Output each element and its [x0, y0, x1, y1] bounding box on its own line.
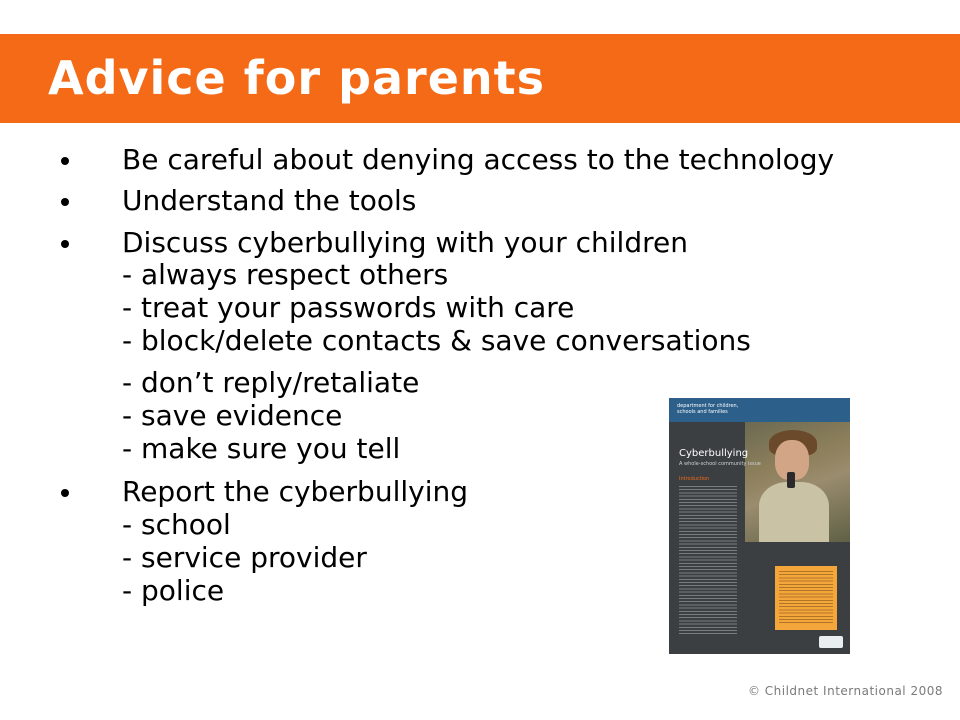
sub-item: - don’t reply/retaliate — [122, 366, 420, 399]
bullet-item: Discuss cyberbullying with your children — [122, 226, 688, 259]
slide-title: Advice for parents — [48, 51, 546, 105]
cyberbullying-brochure-image — [669, 398, 850, 654]
sub-item: - save evidence — [122, 399, 343, 432]
brochure-body-text — [679, 486, 737, 636]
brochure-callout-text — [779, 571, 833, 625]
bullet-item: Understand the tools — [122, 184, 417, 217]
bullet-dot — [61, 240, 69, 248]
brochure-section: Introduction — [679, 476, 710, 482]
brochure-logo — [819, 636, 843, 648]
sub-item: - school — [122, 508, 231, 541]
sub-item: - treat your passwords with care — [122, 291, 575, 324]
sub-item: - always respect others — [122, 258, 449, 291]
brochure-photo — [745, 422, 850, 542]
bullet-item: Be careful about denying access to the technology — [122, 143, 835, 176]
sub-item: - make sure you tell — [122, 432, 401, 465]
sub-item: - block/delete contacts & save conversations — [122, 324, 751, 357]
brochure-subtitle: A whole-school community issue — [679, 461, 761, 467]
phone-icon — [787, 472, 795, 488]
sub-item: - police — [122, 574, 225, 607]
brochure-callout — [775, 566, 837, 630]
bullet-dot — [61, 198, 69, 206]
person-body — [759, 482, 829, 542]
bullet-dot — [61, 157, 69, 165]
brochure-header — [669, 398, 850, 422]
bullet-item: Report the cyberbullying — [122, 475, 468, 508]
brochure-header-text: department for children, schools and families — [677, 403, 739, 415]
bullet-dot — [61, 489, 69, 497]
brochure-title: Cyberbullying — [679, 448, 749, 459]
sub-item: - service provider — [122, 541, 367, 574]
copyright-footer: © Childnet International 2008 — [747, 684, 943, 698]
